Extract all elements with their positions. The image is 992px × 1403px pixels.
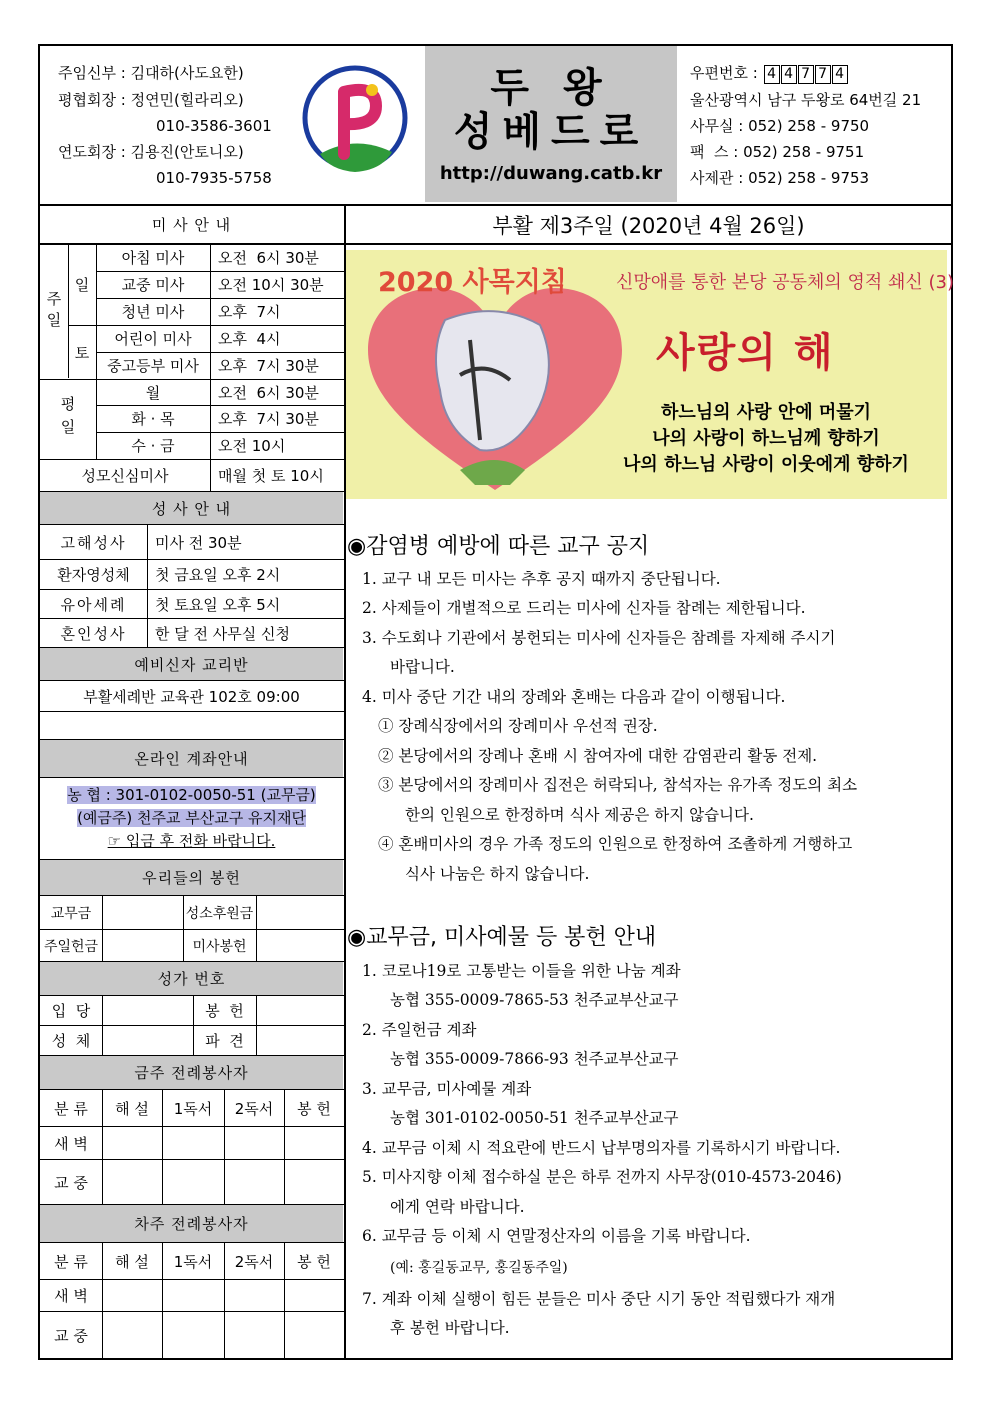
offering-dues-label: 교무금 [50, 905, 92, 922]
mass-row-time: 오후 7시 [218, 303, 281, 321]
mass-special-name: 성모신심미사 [81, 467, 169, 485]
mass-row-time: 오후 4시 [218, 330, 281, 348]
offering-sunday-label: 주일헌금 [43, 938, 99, 955]
catechumen-row: 부활세례반 교육관 102호 09:00 [83, 687, 300, 706]
offering-heading: 우리들의 봉헌 [40, 860, 343, 895]
servers-row-label: 교 중 [54, 1173, 88, 1192]
banner-line: 하느님의 사랑 안에 머물기 [660, 402, 872, 423]
contact-office: 사무실 : 052) 258 - 9750 [690, 117, 870, 135]
header-council: 평협회장 : 정연민(힐라리오) [58, 91, 244, 109]
notice-line: 1. 코로나19로 고통받는 이들을 위한 나눔 계좌 [362, 962, 681, 980]
banner-label: 2020 사목지침 [378, 267, 567, 298]
notice-line: 4. 미사 중단 기간 내의 장례와 혼배는 다음과 같이 이행됩니다. [362, 688, 786, 706]
notice-line: 농협 355-0009-7866-93 천주교부산교구 [390, 1050, 679, 1068]
notice-line: ① 장례식장에서의 장례미사 우선적 권장. [378, 717, 658, 735]
sacrament-row-value: 한 달 전 사무실 신청 [155, 624, 290, 643]
banner-main: 사랑의 해 [656, 330, 835, 376]
mass-sunday-label: 주일 [44, 290, 63, 333]
notice-line: 농협 355-0009-7865-53 천주교부산교구 [390, 991, 679, 1009]
mass-row-name: 중고등부 미사 [107, 357, 199, 375]
mass-row-name: 청년 미사 [121, 303, 185, 321]
notice-line: 5. 미사지향 이체 접수하실 분은 하루 전까지 사무장(010-4573-2046) [362, 1168, 842, 1186]
mass-row-time: 오후 7시 30분 [218, 357, 319, 375]
header-memorial-phone: 010-7935-5758 [156, 169, 272, 187]
mass-heading: 미 사 안 내 [151, 216, 232, 234]
sacrament-row-name: 고해성사 [60, 533, 127, 552]
notice-line: 후 봉헌 바랍니다. [390, 1319, 510, 1337]
servers-col: 2독서 [234, 1252, 274, 1271]
notice-offering-heading: ◉교무금, 미사예물 등 봉헌 안내 [347, 925, 657, 950]
servers-row-label: 새 벽 [54, 1134, 88, 1153]
servers-col: 봉 헌 [297, 1252, 331, 1271]
banner-line: 나의 하느님 사랑이 이웃에게 향하기 [623, 454, 909, 475]
hymn-heading: 성가 번호 [40, 962, 343, 995]
notice-line: 농협 301-0102-0050-51 천주교부산교구 [390, 1109, 679, 1127]
header-council-phone: 010-3586-3601 [156, 117, 272, 135]
servers-next-heading: 차주 전례봉사자 [40, 1205, 343, 1242]
rule [38, 777, 344, 778]
pastoral-banner [346, 250, 955, 499]
sacrament-row-name: 환자영성체 [57, 566, 130, 584]
contact-fax: 팩 스 : 052) 258 - 9751 [690, 143, 865, 161]
title-line2: 성베드로 [453, 109, 649, 155]
mass-row-name: 교중 미사 [121, 276, 185, 294]
notice-covid-heading: ◉감염병 예방에 따른 교구 공지 [347, 534, 650, 559]
mass-row-time: 오후 7시 30분 [218, 410, 319, 428]
notice-line: 7. 계좌 이체 실행이 힘든 분들은 미사 중단 시기 동안 적립했다가 재개 [362, 1290, 836, 1308]
sacrament-row-value: 첫 금요일 오후 2시 [155, 566, 281, 584]
notice-line: 한의 인원으로 한정하며 식사 제공은 하지 않습니다. [405, 806, 754, 824]
servers-row-label: 교 중 [54, 1326, 88, 1345]
postal-digit: 4 [781, 65, 797, 84]
servers-col: 해 설 [115, 1099, 149, 1118]
sacrament-row-name: 혼인성사 [60, 624, 127, 643]
sacrament-row-value: 첫 토요일 오후 5시 [155, 595, 281, 614]
servers-col: 1독서 [173, 1252, 213, 1271]
online-heading: 온라인 계좌안내 [40, 740, 343, 777]
notice-line: 2. 사제들이 개별적으로 드리는 미사에 신자들 참례는 제한됩니다. [362, 599, 806, 617]
header-pastor: 주임신부 : 김대하(사도요한) [58, 64, 244, 82]
notice-line: ③ 본당에서의 장례미사 집전은 허락되나, 참석자는 유가족 정도의 최소 [378, 776, 858, 794]
servers-col: 봉 헌 [297, 1099, 331, 1118]
notice-line: ④ 혼배미사의 경우 가족 정도의 인원으로 한정하여 조촐하게 거행하고 [378, 835, 853, 853]
servers-row-label: 새 벽 [54, 1287, 88, 1305]
servers-col: 해 설 [115, 1252, 149, 1271]
mass-row-name: 화 · 목 [131, 410, 175, 428]
title-line1: 두 왕 [490, 65, 612, 111]
postal-digit: 7 [798, 65, 814, 84]
sacrament-heading: 성 사 안 내 [40, 492, 343, 524]
sacrament-row-name: 유아세례 [60, 595, 127, 614]
online-holder: (예금주) 천주교 부산교구 유지재단 [77, 809, 306, 827]
catechumen-row-empty [40, 712, 343, 739]
notice-line: 3. 교무금, 미사예물 계좌 [362, 1080, 532, 1098]
hymn-dismissal-label: 파 견 [205, 1032, 244, 1050]
sacrament-row-value: 미사 전 30분 [155, 533, 242, 552]
mass-row-time: 오전 10시 30분 [218, 276, 324, 294]
servers-col: 1독서 [173, 1099, 213, 1118]
mass-row-name: 수 · 금 [131, 437, 175, 455]
sunday-title: 부활 제3주일 (2020년 4월 26일) [492, 213, 805, 238]
postal-digit: 4 [832, 65, 848, 84]
notice-line: 2. 주일헌금 계좌 [362, 1021, 477, 1039]
mass-weekday-label: 평일 [58, 396, 77, 442]
postal-code: 우편번호 : 4 4 7 7 4 [690, 63, 848, 84]
servers-col: 분 류 [54, 1252, 88, 1271]
mass-special-time: 매월 첫 토 10시 [218, 467, 324, 485]
notice-line: 4. 교무금 이체 시 적요란에 반드시 납부명의자를 기록하시기 바랍니다. [362, 1139, 841, 1157]
mass-row-time: 오전 10시 [218, 437, 286, 455]
mass-sat-label: 토 [74, 343, 90, 362]
banner-line: 나의 사랑이 하느님께 향하기 [652, 428, 880, 449]
online-note: ☞ 입금 후 전화 바랍니다. [107, 832, 276, 850]
postal-digit: 4 [764, 65, 780, 84]
mass-row-time: 오전 6시 30분 [218, 249, 319, 267]
notice-line: 6. 교무금 등 이체 시 연말정산자의 이름을 기록 바랍니다. [362, 1227, 751, 1245]
parish-logo [300, 62, 410, 180]
notice-line: 바랍니다. [390, 658, 455, 676]
offering-vocation-label: 성소후원금 [185, 905, 254, 922]
notice-line: 3. 수도회나 기관에서 봉헌되는 미사에 신자들은 참례를 자제해 주시기 [362, 629, 836, 647]
notice-line: 에게 연락 바랍니다. [390, 1198, 525, 1216]
hymn-communion-label: 성 체 [51, 1032, 91, 1050]
notice-line: (예: 홍길동교무, 홍길동주일) [390, 1260, 568, 1276]
postal-digits [763, 64, 848, 82]
mass-row-name: 어린이 미사 [114, 330, 192, 348]
notice-line: 1. 교구 내 모든 미사는 추후 공지 때까지 중단됩니다. [362, 570, 721, 588]
header-memorial: 연도회장 : 김용진(안토니오) [58, 143, 244, 161]
mass-row-time: 오전 6시 30분 [218, 383, 319, 402]
hymn-offertory-label: 봉 헌 [205, 1002, 244, 1020]
servers-this-heading: 금주 전례봉사자 [40, 1056, 343, 1089]
offering-mass-label: 미사봉헌 [192, 938, 247, 955]
servers-col: 2독서 [234, 1099, 274, 1118]
mass-row-name: 아침 미사 [121, 249, 185, 267]
notice-line: ② 본당에서의 장례나 혼배 시 참여자에 대한 감염관리 활동 전제. [378, 747, 818, 765]
notice-line: 식사 나눔은 하지 않습니다. [405, 865, 590, 883]
rule [344, 243, 953, 245]
mass-sun-label: 일 [74, 276, 90, 294]
parish-url[interactable]: http://duwang.catb.kr [439, 163, 663, 184]
servers-col: 분 류 [54, 1099, 88, 1118]
postal-digit: 7 [815, 65, 831, 84]
online-account: 농 협 : 301-0102-0050-51 (교무금) [67, 786, 316, 804]
contact-rectory: 사제관 : 052) 258 - 9753 [690, 169, 870, 187]
address: 울산광역시 남구 두왕로 64번길 21 [690, 91, 922, 109]
hymn-entrance-label: 입 당 [51, 1002, 91, 1020]
mass-row-name: 월 [145, 383, 161, 402]
banner-subtitle: 신망애를 통한 본당 공동체의 영적 쇄신 (3) [616, 272, 955, 293]
catechumen-heading: 예비신자 교리반 [40, 648, 343, 680]
